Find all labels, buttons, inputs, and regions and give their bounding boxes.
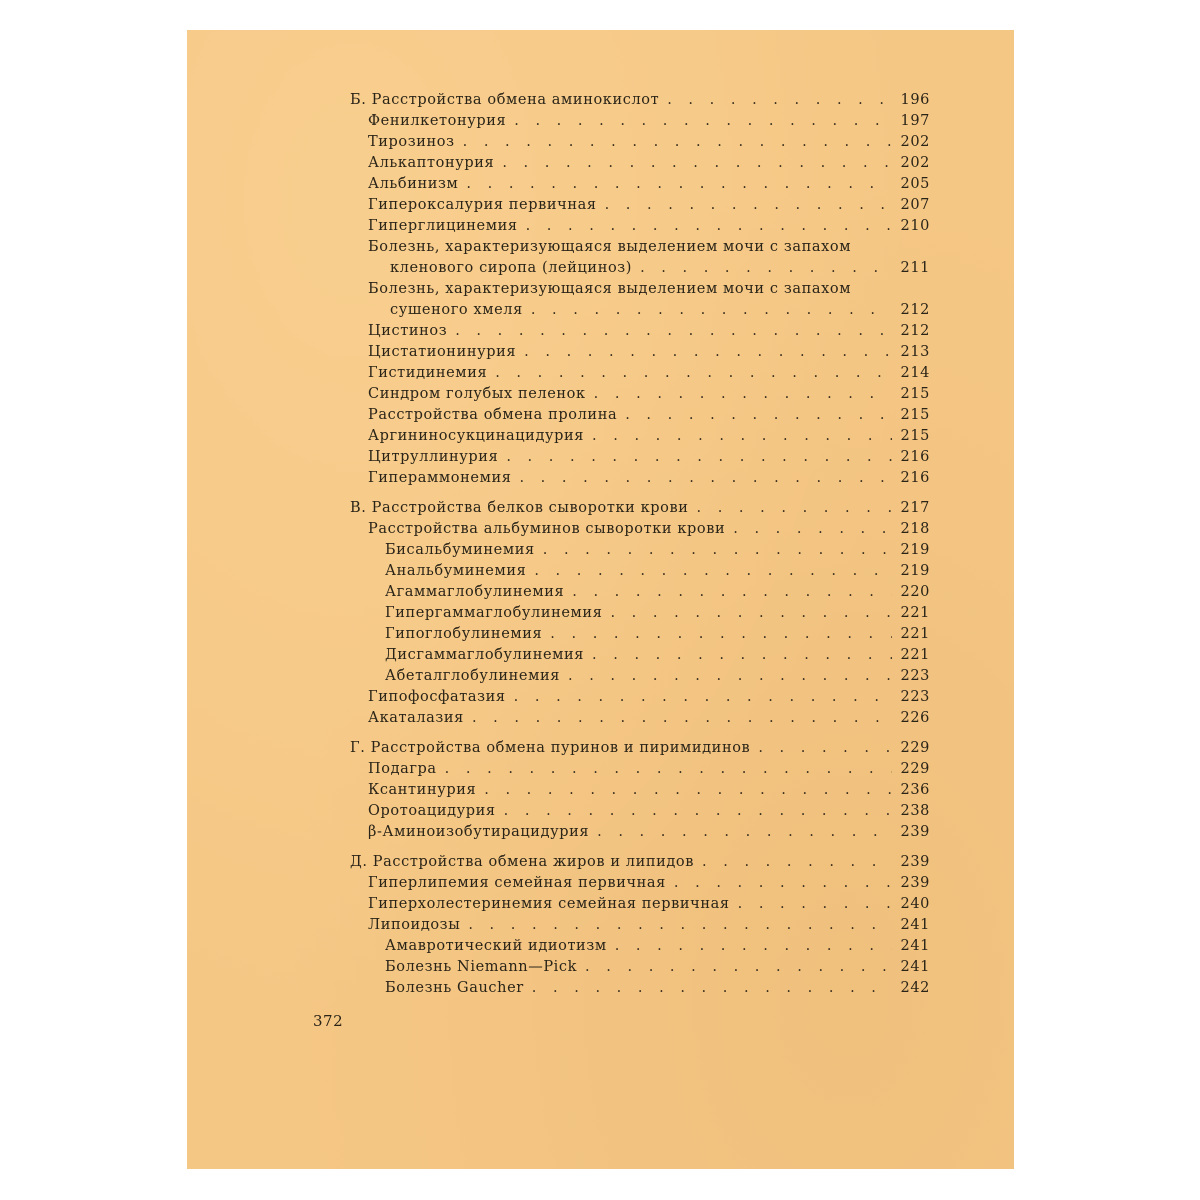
toc-section-heading	[350, 852, 930, 873]
dot-leader	[519, 468, 892, 489]
toc-entry	[350, 363, 930, 384]
toc-subentry	[350, 561, 930, 582]
toc-section-heading	[350, 738, 930, 759]
toc-page-number: 223	[900, 668, 930, 684]
toc-entry-label: Гиперлипемия семейная первичная	[368, 875, 666, 891]
toc-page-number: 215	[900, 407, 930, 423]
toc-page-number: 212	[900, 302, 930, 318]
dot-leader	[468, 915, 892, 936]
toc-page-number: 215	[900, 386, 930, 402]
toc-page-number: 239	[900, 824, 930, 840]
toc-entry	[350, 801, 930, 822]
dot-leader	[543, 540, 892, 561]
toc-entry	[350, 447, 930, 468]
toc-heading-label: Д. Расстройства обмена жиров и липидов	[350, 854, 695, 870]
toc-heading-label: Б. Расстройства обмена аминокислот	[350, 92, 660, 108]
toc-page-number: 202	[900, 134, 930, 150]
toc-section-heading	[350, 90, 930, 111]
dot-leader	[524, 342, 892, 363]
toc-entry-label: Акаталазия	[368, 710, 464, 726]
dot-leader	[592, 645, 892, 666]
toc-entry-label: Гипергаммаглобулинемия	[385, 605, 603, 621]
toc-page-number: 216	[900, 470, 930, 486]
toc-entry	[350, 426, 930, 447]
toc-entry	[350, 822, 930, 843]
dot-leader	[466, 174, 892, 195]
toc-subentry	[350, 624, 930, 645]
dot-leader	[532, 978, 892, 999]
dot-leader	[592, 426, 892, 447]
toc-subentry	[350, 645, 930, 666]
toc-entry-label: Липоидозы	[368, 917, 461, 933]
toc-page-number: 219	[900, 563, 930, 579]
toc-entry-label: Анальбуминемия	[385, 563, 527, 579]
toc-entry-label: Цистатионинурия	[368, 344, 517, 360]
dot-leader	[455, 321, 892, 342]
toc-section-g	[350, 738, 930, 843]
dot-leader	[472, 708, 892, 729]
toc-entry-label-continued: кленового сиропа (лейциноз)	[390, 260, 633, 276]
toc-subentry	[350, 540, 930, 561]
toc-entry	[350, 258, 930, 279]
toc-page-number: 238	[900, 803, 930, 819]
toc-page-number: 242	[900, 980, 930, 996]
toc-subentry	[350, 957, 930, 978]
toc-entry	[350, 321, 930, 342]
toc-page-number: 241	[900, 917, 930, 933]
toc-page-number: 218	[900, 521, 930, 537]
dot-leader	[534, 561, 892, 582]
toc-entry-label: Альбинизм	[368, 176, 459, 192]
toc-page-number: 207	[900, 197, 930, 213]
toc-entry	[350, 174, 930, 195]
toc-page-number: 239	[900, 875, 930, 891]
dot-leader	[568, 666, 892, 687]
dot-leader	[640, 258, 892, 279]
table-of-contents	[350, 90, 930, 1008]
dot-leader	[484, 780, 892, 801]
toc-entry	[350, 759, 930, 780]
toc-page-number: 241	[900, 938, 930, 954]
toc-entry-label: Оротоацидурия	[368, 803, 496, 819]
dot-leader	[605, 195, 892, 216]
toc-page-number: 213	[900, 344, 930, 360]
toc-page-number: 220	[900, 584, 930, 600]
toc-entry	[350, 687, 930, 708]
toc-subentry	[350, 936, 930, 957]
toc-entry-label: Гипераммонемия	[368, 470, 512, 486]
dot-leader	[585, 957, 892, 978]
toc-entry-label: Бисальбуминемия	[385, 542, 535, 558]
toc-page-number: 216	[900, 449, 930, 465]
toc-entry-label: Болезнь, характеризующаяся выделением мочи с запахом	[368, 239, 852, 255]
toc-entry	[350, 519, 930, 540]
toc-page-number: 210	[900, 218, 930, 234]
toc-entry-label: Цитруллинурия	[368, 449, 499, 465]
dot-leader	[514, 111, 892, 132]
toc-entry-label-continued: сушеного хмеля	[390, 302, 523, 318]
dot-leader	[502, 153, 892, 174]
dot-leader	[758, 738, 892, 759]
dot-leader	[514, 687, 892, 708]
toc-entry-label: Алькаптонурия	[368, 155, 495, 171]
toc-page-number: 211	[900, 260, 930, 276]
toc-entry-label: Гипероксалурия первичная	[368, 197, 597, 213]
toc-entry	[350, 153, 930, 174]
toc-entry-label: Гипофосфатазия	[368, 689, 506, 705]
toc-entry-label: Расстройства альбуминов сыворотки крови	[368, 521, 726, 537]
toc-section-b	[350, 90, 930, 489]
toc-entry-first-line	[350, 279, 930, 300]
toc-entry-first-line	[350, 237, 930, 258]
toc-page-number: 212	[900, 323, 930, 339]
dot-leader	[610, 603, 892, 624]
toc-entry	[350, 405, 930, 426]
toc-entry-label: Болезнь, характеризующаяся выделением мочи с запахом	[368, 281, 852, 297]
toc-entry-label: Гиперглицинемия	[368, 218, 518, 234]
dot-leader	[531, 300, 892, 321]
toc-page-number: 219	[900, 542, 930, 558]
toc-section-d	[350, 852, 930, 999]
toc-section-v	[350, 498, 930, 729]
toc-entry-label: Абеталглобулинемия	[385, 668, 560, 684]
toc-entry-label: Фенилкетонурия	[368, 113, 507, 129]
dot-leader	[738, 894, 892, 915]
toc-page-number: 229	[900, 761, 930, 777]
toc-page-number: 223	[900, 689, 930, 705]
toc-entry-label: Гистидинемия	[368, 365, 488, 381]
dot-leader	[506, 447, 892, 468]
toc-subentry	[350, 603, 930, 624]
toc-entry-label: Гипоглобулинемия	[385, 626, 543, 642]
toc-page-number: 221	[900, 626, 930, 642]
toc-heading-label: В. Расстройства белков сыворотки крови	[350, 500, 689, 516]
page-folio-number: 372	[313, 1012, 344, 1030]
toc-entry	[350, 216, 930, 237]
toc-page-number: 202	[900, 155, 930, 171]
dot-leader	[733, 519, 892, 540]
toc-page-number: 221	[900, 647, 930, 663]
dot-leader	[463, 132, 892, 153]
toc-page-number: 226	[900, 710, 930, 726]
toc-page-number: 215	[900, 428, 930, 444]
toc-page-number: 217	[900, 500, 930, 516]
dot-leader	[504, 801, 892, 822]
toc-entry	[350, 468, 930, 489]
toc-page-number: 197	[900, 113, 930, 129]
toc-page-number: 229	[900, 740, 930, 756]
toc-page-number: 221	[900, 605, 930, 621]
toc-entry-label: Цистиноз	[368, 323, 448, 339]
dot-leader	[625, 405, 892, 426]
dot-leader	[495, 363, 892, 384]
toc-entry-label: Гиперхолестеринемия семейная первичная	[368, 896, 730, 912]
toc-entry	[350, 384, 930, 405]
dot-leader	[697, 498, 893, 519]
toc-entry	[350, 780, 930, 801]
toc-page-number: 239	[900, 854, 930, 870]
dot-leader	[550, 624, 892, 645]
toc-entry	[350, 915, 930, 936]
toc-page-number: 196	[900, 92, 930, 108]
toc-entry	[350, 708, 930, 729]
toc-page-number: 236	[900, 782, 930, 798]
toc-subentry	[350, 582, 930, 603]
toc-entry-label: Болезнь Niemann—Pick	[385, 959, 578, 975]
toc-entry	[350, 342, 930, 363]
toc-subentry	[350, 666, 930, 687]
toc-heading-label: Г. Расстройства обмена пуринов и пиримидинов	[350, 740, 751, 756]
toc-entry	[350, 132, 930, 153]
toc-section-heading	[350, 498, 930, 519]
toc-entry	[350, 894, 930, 915]
dot-leader	[594, 384, 892, 405]
dot-leader	[702, 852, 892, 873]
toc-page-number: 214	[900, 365, 930, 381]
toc-entry-label: Подагра	[368, 761, 437, 777]
dot-leader	[674, 873, 892, 894]
toc-page-number: 241	[900, 959, 930, 975]
toc-entry-label: Расстройства обмена пролина	[368, 407, 618, 423]
toc-page-number: 240	[900, 896, 930, 912]
toc-page-number: 205	[900, 176, 930, 192]
dot-leader	[667, 90, 892, 111]
toc-entry-label: Аргининосукцинацидурия	[368, 428, 585, 444]
toc-entry-label: Дисгаммаглобулинемия	[385, 647, 585, 663]
toc-entry-label: Амавротический идиотизм	[385, 938, 607, 954]
toc-entry-label: Агаммаглобулинемия	[385, 584, 565, 600]
toc-subentry	[350, 978, 930, 999]
dot-leader	[597, 822, 892, 843]
toc-entry-label: Ксантинурия	[368, 782, 477, 798]
toc-entry	[350, 873, 930, 894]
book-page	[187, 30, 1014, 1169]
dot-leader	[445, 759, 892, 780]
toc-entry	[350, 111, 930, 132]
toc-entry-label: Синдром голубых пеленок	[368, 386, 586, 402]
toc-entry	[350, 300, 930, 321]
toc-entry-label: Болезнь Gaucher	[385, 980, 524, 996]
dot-leader	[615, 936, 892, 957]
toc-entry-label: β-Аминоизобутирацидурия	[368, 824, 590, 840]
dot-leader	[572, 582, 892, 603]
toc-entry-label: Тирозиноз	[368, 134, 455, 150]
toc-entry	[350, 195, 930, 216]
dot-leader	[526, 216, 892, 237]
